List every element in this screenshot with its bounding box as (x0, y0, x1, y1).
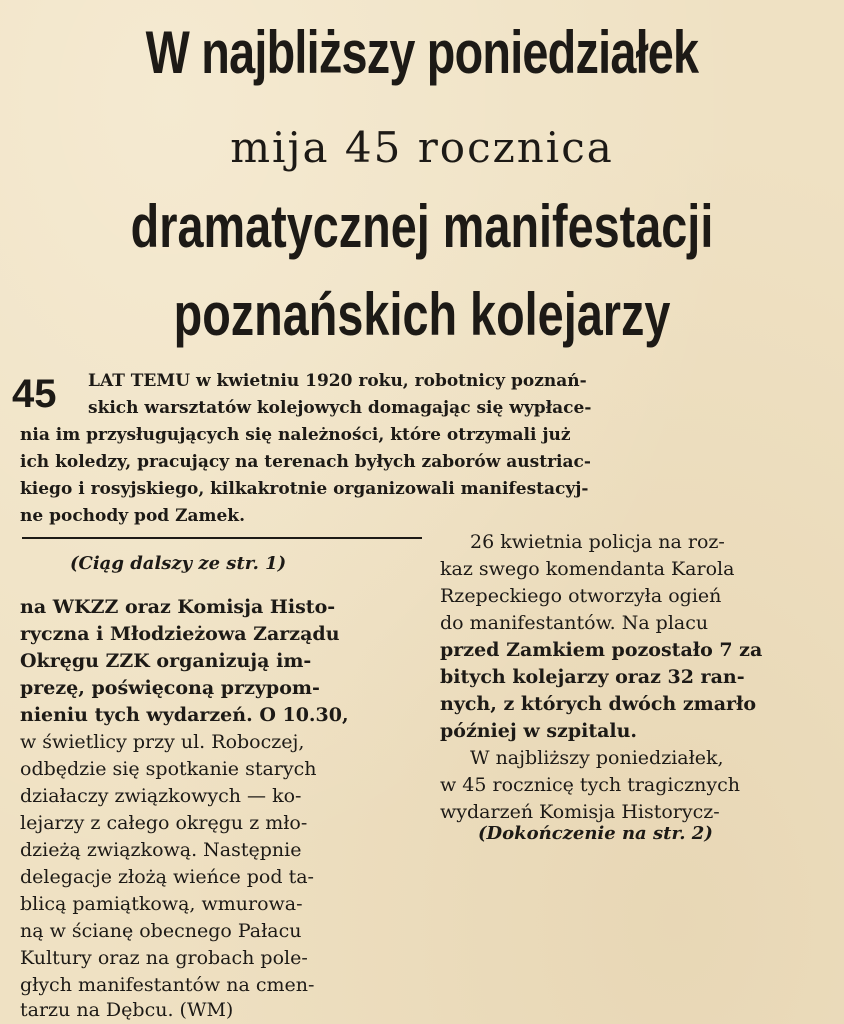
lead-line-1: LAT TEMU w kwietniu 1920 roku, robotnicy poznań- (88, 371, 587, 391)
right-col-line-10: w 45 rocznicę tych tragicznych (440, 774, 741, 796)
left-col-line-6: w świetlicy przy ul. Roboczej, (20, 731, 305, 753)
continuation-note: (Dokończenie na str. 2) (478, 823, 713, 844)
headline-line-1: W najbliższy poniedziałek (145, 19, 699, 86)
lead-line-4: ich koledzy, pracujący na terenach byłych zaborów austriac- (20, 452, 591, 472)
right-col-line-3: Rzepeckiego otworzyła ogień (440, 585, 722, 607)
headline-line-3: dramatycznej manifestacji (130, 193, 714, 260)
left-col-line-10: dzieżą związkową. Następnie (20, 839, 302, 861)
right-col-line-6: bitych kolejarzy oraz 32 ran- (440, 666, 745, 688)
right-col-line-1: 26 kwietnia policja na roz- (470, 531, 725, 553)
left-col-line-12: blicą pamiątkową, wmurowa- (20, 893, 303, 915)
left-col-line-4: prezę, poświęconą przypom- (20, 677, 320, 699)
headline-line-2: mija 45 rocznica (230, 123, 614, 172)
right-col-line-4: do manifestantów. Na placu (440, 612, 709, 634)
column-divider-rule (22, 537, 422, 539)
left-col-line-2: ryczna i Młodzieżowa Zarządu (20, 623, 340, 645)
left-col-line-14: Kultury oraz na grobach pole- (20, 947, 308, 969)
left-col-line-5: nieniu tych wydarzeń. O 10.30, (20, 704, 349, 726)
right-col-line-5: przed Zamkiem pozostało 7 za (440, 639, 763, 661)
right-col-line-7: nych, z których dwóch zmarło (440, 693, 757, 715)
lead-line-6: ne pochody pod Zamek. (20, 506, 246, 526)
left-col-line-11: delegacje złożą wieńce pod ta- (20, 866, 314, 888)
lead-line-3: nia im przysługujących się należności, które otrzymali już (20, 425, 571, 445)
lead-dropcap: 45 (12, 372, 57, 416)
lead-line-2: skich warsztatów kolejowych domagając się wypłace- (88, 398, 592, 418)
right-col-line-8: później w szpitalu. (440, 720, 638, 742)
lead-line-5: kiego i rosyjskiego, kilkakrotnie organizowali manifestacyj- (20, 479, 589, 499)
left-col-line-8: działaczy związkowych — ko- (20, 785, 302, 807)
left-col-line-7: odbędzie się spotkanie starych (20, 758, 317, 780)
continued-from-note: (Ciąg dalszy ze str. 1) (70, 553, 287, 574)
left-col-line-16: tarzu na Dębcu. (WM) (20, 999, 234, 1021)
left-col-line-13: ną w ścianę obecnego Pałacu (20, 920, 302, 942)
right-col-line-11: wydarzeń Komisja Historycz- (440, 801, 720, 823)
left-col-line-3: Okręgu ZZK organizują im- (20, 650, 312, 672)
left-col-line-15: głych manifestantów na cmen- (20, 974, 315, 996)
right-col-line-9: W najbliższy poniedziałek, (470, 747, 724, 769)
headline-line-4: poznańskich kolejarzy (173, 281, 671, 348)
left-col-line-1: na WKZZ oraz Komisja Histo- (20, 596, 336, 618)
left-col-line-9: lejarzy z całego okręgu z mło- (20, 812, 308, 834)
right-col-line-2: kaz swego komendanta Karola (440, 558, 735, 580)
